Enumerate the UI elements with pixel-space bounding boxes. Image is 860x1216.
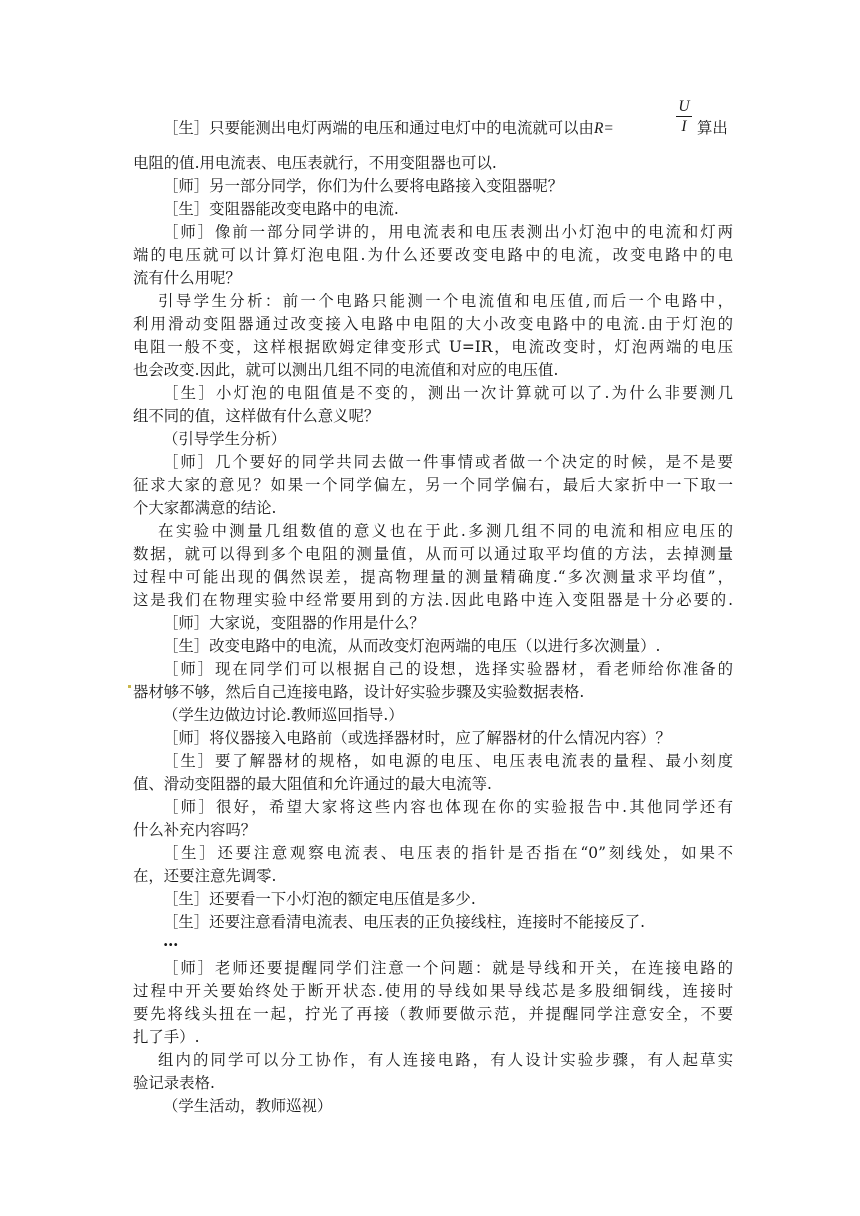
paragraph-line bbox=[163, 117, 733, 140]
paragraph-line: ［师］很好，希望大家将这些内容也体现在你的实验报告中.其他同学还有 bbox=[163, 798, 733, 816]
paragraph-line: ［师］老师还要提醒同学们注意一个问题：就是导线和开关，在连接电路的 bbox=[163, 959, 733, 977]
paragraph-line: 过程中可能出现的偶然误差，提高物理量的测量精确度.“多次测量求平均值”， bbox=[133, 568, 733, 586]
paragraph-line: 引导学生分析：前一个电路只能测一个电流值和电压值,而后一个电路中， bbox=[158, 292, 733, 310]
paragraph-line: ［生］还要注意观察电流表、电压表的指针是否指在“0”刻线处，如果不 bbox=[163, 844, 733, 862]
paragraph-line: ［生］还要看一下小灯泡的额定电压值是多少. bbox=[163, 890, 476, 908]
paragraph-line: ［生］变阻器能改变电路中的电流. bbox=[163, 200, 399, 218]
paragraph-line: ［生］要了解器材的规格，如电源的电压、电压表电流表的量程、最小刻度 bbox=[163, 752, 733, 770]
paragraph-line: 在实验中测量几组数值的意义也在于此.多测几组不同的电流和相应电压的 bbox=[158, 522, 733, 540]
paragraph-text: 算出 bbox=[697, 119, 728, 137]
formula-numerator: U bbox=[678, 98, 690, 115]
paragraph-line: 要先将线头扭在一起，拧光了再接（教师要做示范，并提醒同学注意安全，不要 bbox=[133, 1005, 733, 1023]
paragraph-line: 也会改变.因此，就可以测出几组不同的电流值和对应的电压值. bbox=[133, 361, 559, 379]
paragraph-line: 端的电压就可以计算灯泡电阻.为什么还要改变电路中的电流，改变电路中的电 bbox=[133, 246, 733, 264]
formula-denominator: I bbox=[681, 118, 687, 135]
ellipsis-line: … bbox=[163, 932, 179, 950]
paragraph-line: （学生边做边讨论.教师巡回指导.） bbox=[163, 706, 404, 724]
paragraph-text: ［生］只要能测出电灯两端的电压和通过电灯中的电流就可以由 bbox=[163, 119, 594, 137]
formula-lhs: R= bbox=[593, 120, 614, 137]
paragraph-line: ［师］另一部分同学，你们为什么要将电路接入变阻器呢？ bbox=[163, 177, 564, 195]
paragraph-line: 值、滑动变阻器的最大阻值和允许通过的最大电流等. bbox=[133, 775, 492, 793]
paragraph-line: 这是我们在物理实验中经常要用到的方法.因此电路中连入变阻器是十分必要的. bbox=[133, 591, 733, 609]
paragraph-line: 器材够不够，然后自己连接电路，设计好实验步骤及实验数据表格. bbox=[133, 683, 585, 701]
paragraph-line: 组内的同学可以分工协作，有人连接电路，有人设计实验步骤，有人起草实 bbox=[158, 1051, 733, 1069]
paragraph-line: ［生］小灯泡的电阻值是不变的，测出一次计算就可以了.为什么非要测几 bbox=[163, 384, 733, 402]
paragraph-line: 流有什么用呢？ bbox=[133, 269, 241, 287]
paragraph-line: ［师］几个要好的同学共同去做一件事情或者做一个决定的时候，是不是要 bbox=[163, 453, 733, 471]
paragraph-line: 数据，就可以得到多个电阻的测量值，从而可以通过取平均值的方法，去掉测量 bbox=[133, 545, 733, 563]
paragraph-line: 利用滑动变阻器通过改变接入电路中电阻的大小改变电路中的电流.由于灯泡的 bbox=[133, 315, 733, 333]
paragraph-line: 过程中开关要始终处于断开状态.使用的导线如果导线芯是多股细铜线，连接时 bbox=[133, 982, 733, 1000]
margin-mark bbox=[128, 685, 131, 688]
paragraph-line: （引导学生分析） bbox=[163, 430, 287, 448]
paragraph-line: ［师］像前一部分同学讲的，用电流表和电压表测出小灯泡中的电流和灯两 bbox=[163, 223, 733, 241]
formula-fraction bbox=[675, 98, 693, 136]
paragraph-line: 征求大家的意见？如果一个同学偏左，另一个同学偏右，最后大家折中一下取一 bbox=[133, 476, 733, 494]
paragraph-line: 扎了手）. bbox=[133, 1028, 200, 1046]
paragraph-line: 什么补充内容吗？ bbox=[133, 821, 257, 839]
paragraph-line: 电阻的值.用电流表、电压表就行，不用变阻器也可以. bbox=[133, 154, 497, 172]
paragraph-line: （学生活动，教师巡视） bbox=[163, 1097, 333, 1115]
paragraph-line: ［师］将仪器接入电路前（或选择器材时，应了解器材的什么情况内容）？ bbox=[163, 729, 671, 747]
paragraph-line-tail bbox=[697, 117, 757, 140]
paragraph-line: ［生］还要注意看清电流表、电压表的正负接线柱，连接时不能接反了. bbox=[163, 913, 646, 931]
paragraph-line: 电阻一般不变，这样根据欧姆定律变形式 U=IR，电流改变时，灯泡两端的电压 bbox=[133, 338, 733, 356]
paragraph-line: 个大家都满意的结论. bbox=[133, 499, 277, 517]
paragraph-line: ［师］现在同学们可以根据自己的设想，选择实验器材，看老师给你准备的 bbox=[163, 660, 733, 678]
paragraph-line: ［生］改变电路中的电流，从而改变灯泡两端的电压（以进行多次测量）. bbox=[163, 637, 661, 655]
paragraph-line: 在，还要注意先调零. bbox=[133, 867, 277, 885]
paragraph-line: ［师］大家说，变阻器的作用是什么？ bbox=[163, 614, 425, 632]
paragraph-line: 验记录表格. bbox=[133, 1074, 215, 1092]
paragraph-line: 组不同的值，这样做有什么意义呢？ bbox=[133, 407, 380, 425]
